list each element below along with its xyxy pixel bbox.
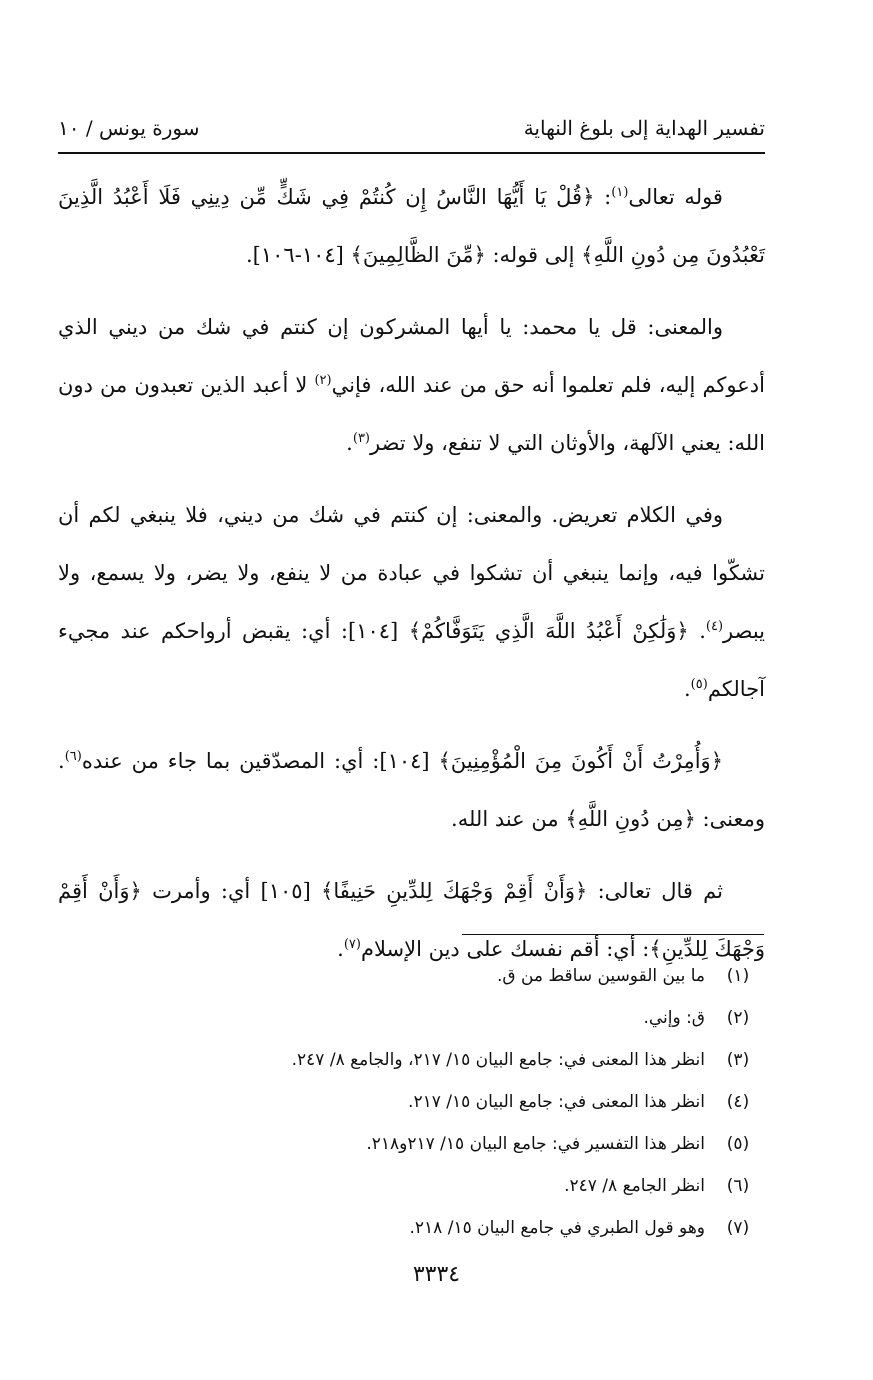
text-segment: [١٠٤]: أي: يقبض أرواحكم عند مجيء آجالكم	[58, 619, 765, 701]
text-segment: والمعنى: قل يا محمد: يا أيها المشركون إن كنتم في شك من ديني الذي أدعوكم إليه، فلم تعلموا أنه حق من عند الله، فإني	[58, 315, 765, 397]
footnote-text: وهو قول الطبري في جامع البيان ١٥/ ٢١٨.	[409, 1218, 705, 1238]
quran-verse: ﴿وَأَنْ أَقِمْ وَجْهَكَ لِلدِّينِ﴾	[58, 879, 765, 961]
footnote-text: انظر هذا المعنى في: جامع البيان ١٥/ ٢١٧، والجامع ٨/ ٢٤٧.	[291, 1050, 705, 1070]
footnote-text: ق: وإني.	[643, 1008, 705, 1028]
footnote-number: (٣)	[726, 1050, 750, 1070]
footnote-text: ما بين القوسين ساقط من ق.	[496, 966, 705, 986]
footnote	[205, 1039, 765, 1081]
text-segment: ثم قال تعالى:	[587, 879, 723, 903]
footnote-number: (٢)	[726, 1008, 750, 1028]
footnote-number: (٦)	[726, 1176, 750, 1196]
footnote-marker: (١)	[611, 185, 629, 200]
quran-verse: ﴿مِن دُونِ اللَّهِ﴾	[565, 807, 696, 831]
footnotes	[205, 955, 765, 1249]
footnote-number: (٤)	[726, 1092, 750, 1112]
paragraph-4	[58, 732, 765, 848]
book-title: تفسير الهداية إلى بلوغ النهاية	[523, 116, 765, 140]
paragraph-1	[58, 168, 765, 284]
surah-reference: سورة يونس / ١٠	[58, 116, 200, 140]
running-header	[58, 112, 765, 154]
footnote-marker: (٢)	[314, 373, 332, 388]
footnote-marker: (٥)	[690, 677, 708, 692]
text-segment: .	[688, 619, 706, 643]
paragraph-3	[58, 486, 765, 718]
footnote-marker: (٦)	[64, 749, 82, 764]
footnote	[205, 1207, 765, 1249]
text-segment: : أي: أقم نفسك على دين الإسلام	[360, 937, 650, 961]
text-segment: . ومعنى:	[58, 749, 765, 831]
quran-verse: ﴿وَأُمِرْتُ أَنْ أَكُونَ مِنَ الْمُؤْمِنِينَ﴾	[438, 749, 723, 773]
footnote-separator	[462, 934, 764, 935]
text-segment: وفي الكلام تعريض. والمعنى: إن كنتم في شك من ديني، فلا ينبغي لكم أن تشكّوا فيه، وإنما ينبغي أن تشكوا في عبادة من لا ينفع، ولا يضر، ولا يسمع، ولا يبصر	[58, 503, 765, 643]
text-segment: [١٠٤]: أي: المصدّقين بما جاء من عنده	[81, 749, 439, 773]
text-segment: :	[594, 185, 612, 209]
footnote	[205, 1123, 765, 1165]
footnote	[205, 955, 765, 997]
footnote	[205, 1081, 765, 1123]
text-segment: من عند الله.	[451, 807, 566, 831]
quran-verse: ﴿وَلَٰكِنْ أَعْبُدُ اللَّهَ الَّذِي يَتَوَفَّاكُمْ﴾	[408, 619, 689, 643]
footnote-number: (١)	[726, 966, 750, 986]
text-segment: .	[337, 937, 344, 961]
paragraph-2	[58, 298, 765, 472]
text-segment: [١٠٥] أي: وأمرت	[141, 879, 322, 903]
footnote-text: انظر هذا التفسير في: جامع البيان ١٥/ ٢١٧و٢١٨.	[366, 1134, 705, 1154]
quran-verse: ﴿وَأَنْ أَقِمْ وَجْهَكَ لِلدِّينِ حَنِيفًا﴾	[321, 879, 588, 903]
text-segment: لا أعبد الذين تعبدون من دون الله: يعني الآلهة، والأوثان التي لا تنفع، ولا تضر	[58, 373, 765, 455]
footnote-text: انظر الجامع ٨/ ٢٤٧.	[564, 1176, 705, 1196]
footnote-marker: (٧)	[343, 937, 361, 952]
footnote-marker: (٤)	[705, 619, 724, 634]
page-number: ٣٣٣٤	[412, 1262, 461, 1287]
footnote-number: (٧)	[726, 1218, 750, 1238]
text-segment: قوله تعالى	[628, 185, 723, 209]
text-segment: .	[346, 431, 353, 455]
footnote-number: (٥)	[726, 1134, 750, 1154]
main-text	[58, 168, 765, 992]
text-segment: [١٠٤-١٠٦].	[245, 243, 351, 267]
footnote-text: انظر هذا المعنى في: جامع البيان ١٥/ ٢١٧.	[408, 1092, 705, 1112]
quran-verse: ﴿قُلْ يَا أَيُّهَا النَّاسُ إِن كُنتُمْ فِي شَكٍّ مِّن دِينِي فَلَا أَعْبُدُ الَّذِينَ تَعْبُدُونَ مِن دُونِ اللَّهِ﴾	[58, 185, 765, 267]
footnote	[205, 1165, 765, 1207]
text-segment: .	[683, 677, 691, 701]
quran-verse: ﴿مِّنَ الظَّالِمِينَ﴾	[350, 243, 486, 267]
footnote	[205, 997, 765, 1039]
text-segment: إلى قوله:	[485, 243, 582, 267]
footnote-marker: (٣)	[352, 431, 370, 446]
